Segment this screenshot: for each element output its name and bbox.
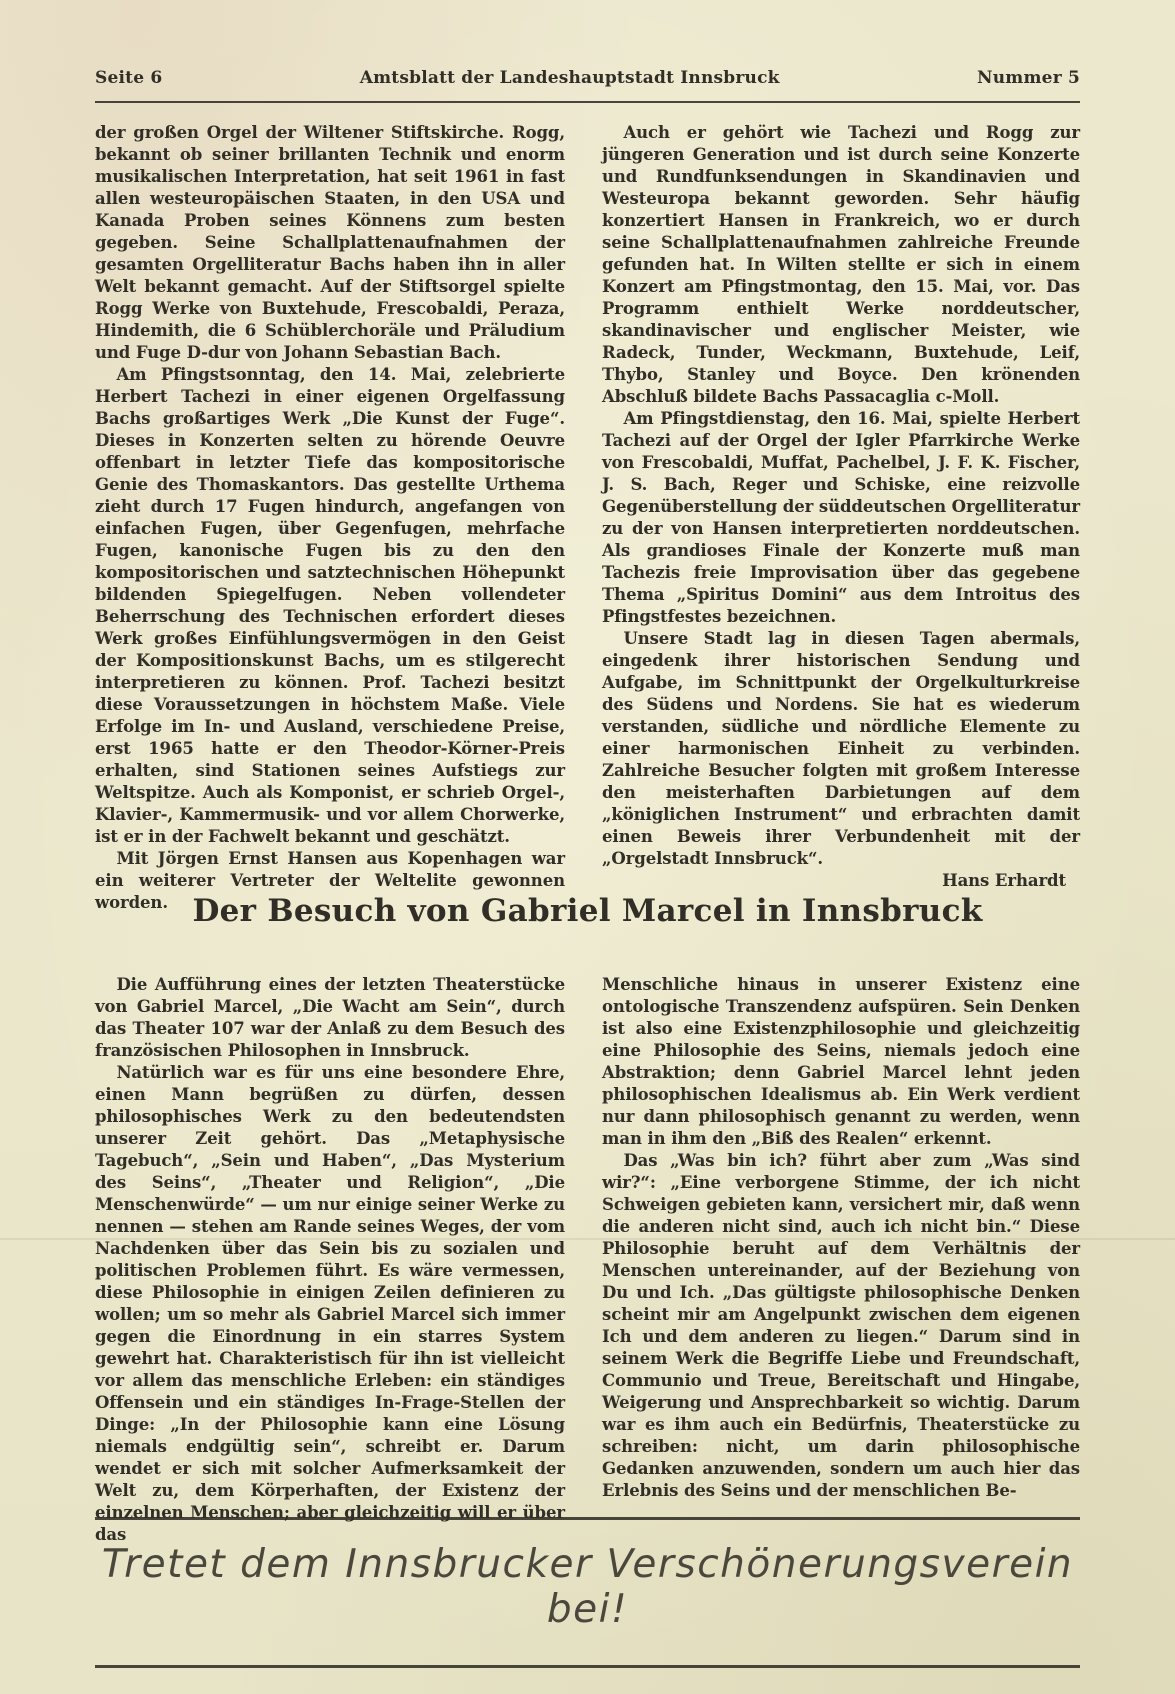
banner-top-rule <box>95 1517 1080 1520</box>
issue-number-label: Nummer 5 <box>977 68 1080 88</box>
paragraph: Unsere Stadt lag in diesen Tagen abermals, eingedenk ihrer historischen Sendung und Aufgabe, im Schnittpunkt der Orgelkulturkreise des Südens und Nordens. Sie hat es wiederum verstanden, südliche und nördliche Elemente zu einer harmonischen Einheit zu verbinden. Zahlreiche Besucher folgten mit großem Interesse den meisterhaften Darbietungen auf dem „königlichen Instrument“ und erbrachten damit einen Beweis ihrer Verbundenheit mit der „Orgelstadt Innsbruck“. <box>602 629 1080 868</box>
banner-bottom-rule <box>95 1665 1080 1668</box>
article2-headline: Der Besuch von Gabriel Marcel in Innsbruck <box>192 892 983 929</box>
author-signature: Hans Erhardt <box>942 871 1066 890</box>
paragraph: Auch er gehört wie Tachezi und Rogg zur jüngeren Generation und ist durch seine Konzerte und Rundfunksendungen in Skandinavien und Westeuropa bekannt geworden. Sehr häufig konzertiert Hansen in Frankreich, wo er durch seine Schallplattenaufnahmen zahlreiche Freunde gefunden hat. In Wilten stellte er sich in einem Konzert am Pfingstmontag, den 15. Mai, vor. Das Programm enthielt Werke norddeutscher, skandinavischer und englischer Meister, wie Radeck, Tunder, Weckmann, Buxtehude, Leif, Thybo, Stanley und Boyce. Den krönenden Abschluß bildete Bachs Passacaglia c-Moll. <box>602 123 1080 406</box>
article2-left-column <box>95 974 565 1546</box>
article2-right-paragraphs <box>602 974 1080 1502</box>
article2-left-paragraphs <box>95 974 565 1546</box>
article-gabriel-marcel <box>95 955 1080 1544</box>
page-number-label: Seite 6 <box>95 68 163 88</box>
bottom-banner <box>95 1504 1080 1668</box>
paragraph: Natürlich war es für uns eine besondere Ehre, einen Mann begrüßen zu dürfen, dessen philosophisches Werk zu den bedeutendsten unserer Zeit gehört. Das „Metaphysische Tagebuch“, „Sein und Haben“, „Das Mysterium des Seins“, „Theater und Religion“, „Die Menschenwürde“ — um nur einige seiner Werke zu nennen — stehen am Rande seines Weges, der vom Nachdenken über das Sein bis zu sozialen und politischen Problemen führt. Es wäre vermessen, diese Philosophie in einigen Zeilen definieren zu wollen; um so mehr als Gabriel Marcel sich immer gegen die Einordnung in ein starres System gewehrt hat. Charakteristisch für ihn ist vielleicht vor allem das menschliche Erleben: ein ständiges Offensein und ein ständiges In-Frage-Stellen der Dinge: „In der Philosophie kann eine Lösung niemals endgültig sein“, schreibt er. Darum wendet er sich mit solcher Aufmerksamkeit der Welt zu, dem Körperhaften, der Existenz der einzelnen Menschen; aber gleichzeitig will er über das <box>95 1062 565 1544</box>
article1-right-paragraphs <box>602 122 1080 870</box>
newspaper-title: Amtsblatt der Landeshauptstadt Innsbruck <box>359 68 780 88</box>
banner-slogan: Tretet dem Innsbrucker Verschönerungsverein bei! <box>101 1542 1074 1632</box>
page-header <box>95 68 1080 88</box>
paragraph: Mit Jörgen Ernst Hansen aus Kopenhagen war ein weiterer Vertreter der Weltelite gewonnen worden. <box>95 849 565 912</box>
article2-right-column <box>602 974 1080 1546</box>
paragraph: Menschliche hinaus in unserer Existenz eine ontologische Transzendenz aufspüren. Sein Denken ist also eine Existenzphilosophie und gleichzeitig eine Philosophie des Seins, niemals jedoch eine Abstraktion; denn Gabriel Marcel lehnt jeden philosophischen Idealismus ab. Ein Werk verdient nur dann philosophisch genannt zu werden, wenn man in ihm den „Biß des Realen“ erkennt. <box>602 974 1080 1148</box>
paragraph: der großen Orgel der Wiltener Stiftskirche. Rogg, bekannt ob seiner brillanten Technik und enorm musikalischen Interpretation, hat seit 1961 in fast allen westeuropäischen Staaten, in den USA und Kanada Proben seines Könnens zum besten gegeben. Seine Schallplattenaufnahmen der gesamten Orgelliteratur Bachs haben ihn in aller Welt bekannt gemacht. Auf der Stiftsorgel spielte Rogg Werke von Buxtehude, Frescobaldi, Peraza, Hindemith, die 6 Schüblerchoräle und Präludium und Fuge D-dur von Johann Sebastian Bach. <box>95 123 565 362</box>
header-rule <box>95 101 1080 103</box>
article1-left-column <box>95 122 565 914</box>
paragraph: Am Pfingstsonntag, den 14. Mai, zelebrierte Herbert Tachezi in einer eigenen Orgelfassung Bachs großartiges Werk „Die Kunst der Fuge“. Dieses in Konzerten selten zu hörende Oeuvre offenbart in letzter Tiefe das kompositorische Genie des Thomaskantors. Das gestellte Urthema zieht durch 17 Fugen hindurch, angefangen von einfachen Fugen, über Gegenfugen, mehrfache Fugen, kanonische Fugen bis zu den den kompositorischen und satztechnischen Höhepunkt bildenden Spiegelfugen. Neben vollendeter Beherrschung des Technischen erfordert dieses Werk großes Einfühlungsvermögen in den Geist der Kompositionskunst Bachs, um es stilgerecht interpretieren zu können. Prof. Tachezi besitzt diese Voraussetzungen in höchstem Maße. Viele Erfolge im In- und Ausland, verschiedene Preise, erst 1965 hatte er den Theodor-Körner-Preis erhalten, sind Stationen seines Aufstiegs zur Weltspitze. Auch als Komponist, er schrieb Orgel-, Klavier-, Kammermusik- und vor allem Chorwerke, ist er in der Fachwelt bekannt und geschätzt. <box>95 365 565 846</box>
article1-left-paragraphs <box>95 122 565 914</box>
article1-right-column <box>602 122 1080 914</box>
paragraph: Die Aufführung eines der letzten Theaterstücke von Gabriel Marcel, „Die Wacht am Sein“, durch das Theater 107 war der Anlaß zu dem Besuch des französischen Philosophen in Innsbruck. <box>95 974 565 1060</box>
paragraph: Am Pfingstdienstag, den 16. Mai, spielte Herbert Tachezi auf der Orgel der Igler Pfarrkirche Werke von Frescobaldi, Muffat, Pachelbel, J. F. K. Fischer, J. S. Bach, Reger und Schiske, eine reizvolle Gegenüberstellung der süddeutschen Orgelliteratur zu der von Hansen interpretierten norddeutschen. Als grandioses Finale der Konzerte muß man Tachezis freie Improvisation über das gegebene Thema „Spiritus Domini“ aus dem Introitus des Pfingstfestes bezeichnen. <box>602 409 1080 626</box>
paragraph: Das „Was bin ich? führt aber zum „Was sind wir?“: „Eine verborgene Stimme, der ich nicht Schweigen gebieten kann, versichert mir, daß wenn die anderen nicht sind, auch ich nicht bin.“ Diese Philosophie beruht auf dem Verhältnis der Menschen untereinander, auf der Beziehung von Du und Ich. „Das gültigste philosophische Denken scheint mir am Angelpunkt zwischen dem eigenen Ich und dem anderen zu liegen.“ Darum sind in seinem Werk die Begriffe Liebe und Freundschaft, Communio und Treue, Bereitschaft und Hingabe, Weigerung und Ansprechbarkeit so wichtig. Darum war es ihm auch ein Bedürfnis, Theaterstücke zu schreiben: nicht, um darin philosophische Gedanken anzuwenden, sondern um auch hier das Erlebnis des Seins und der menschlichen Be- <box>602 1150 1080 1500</box>
